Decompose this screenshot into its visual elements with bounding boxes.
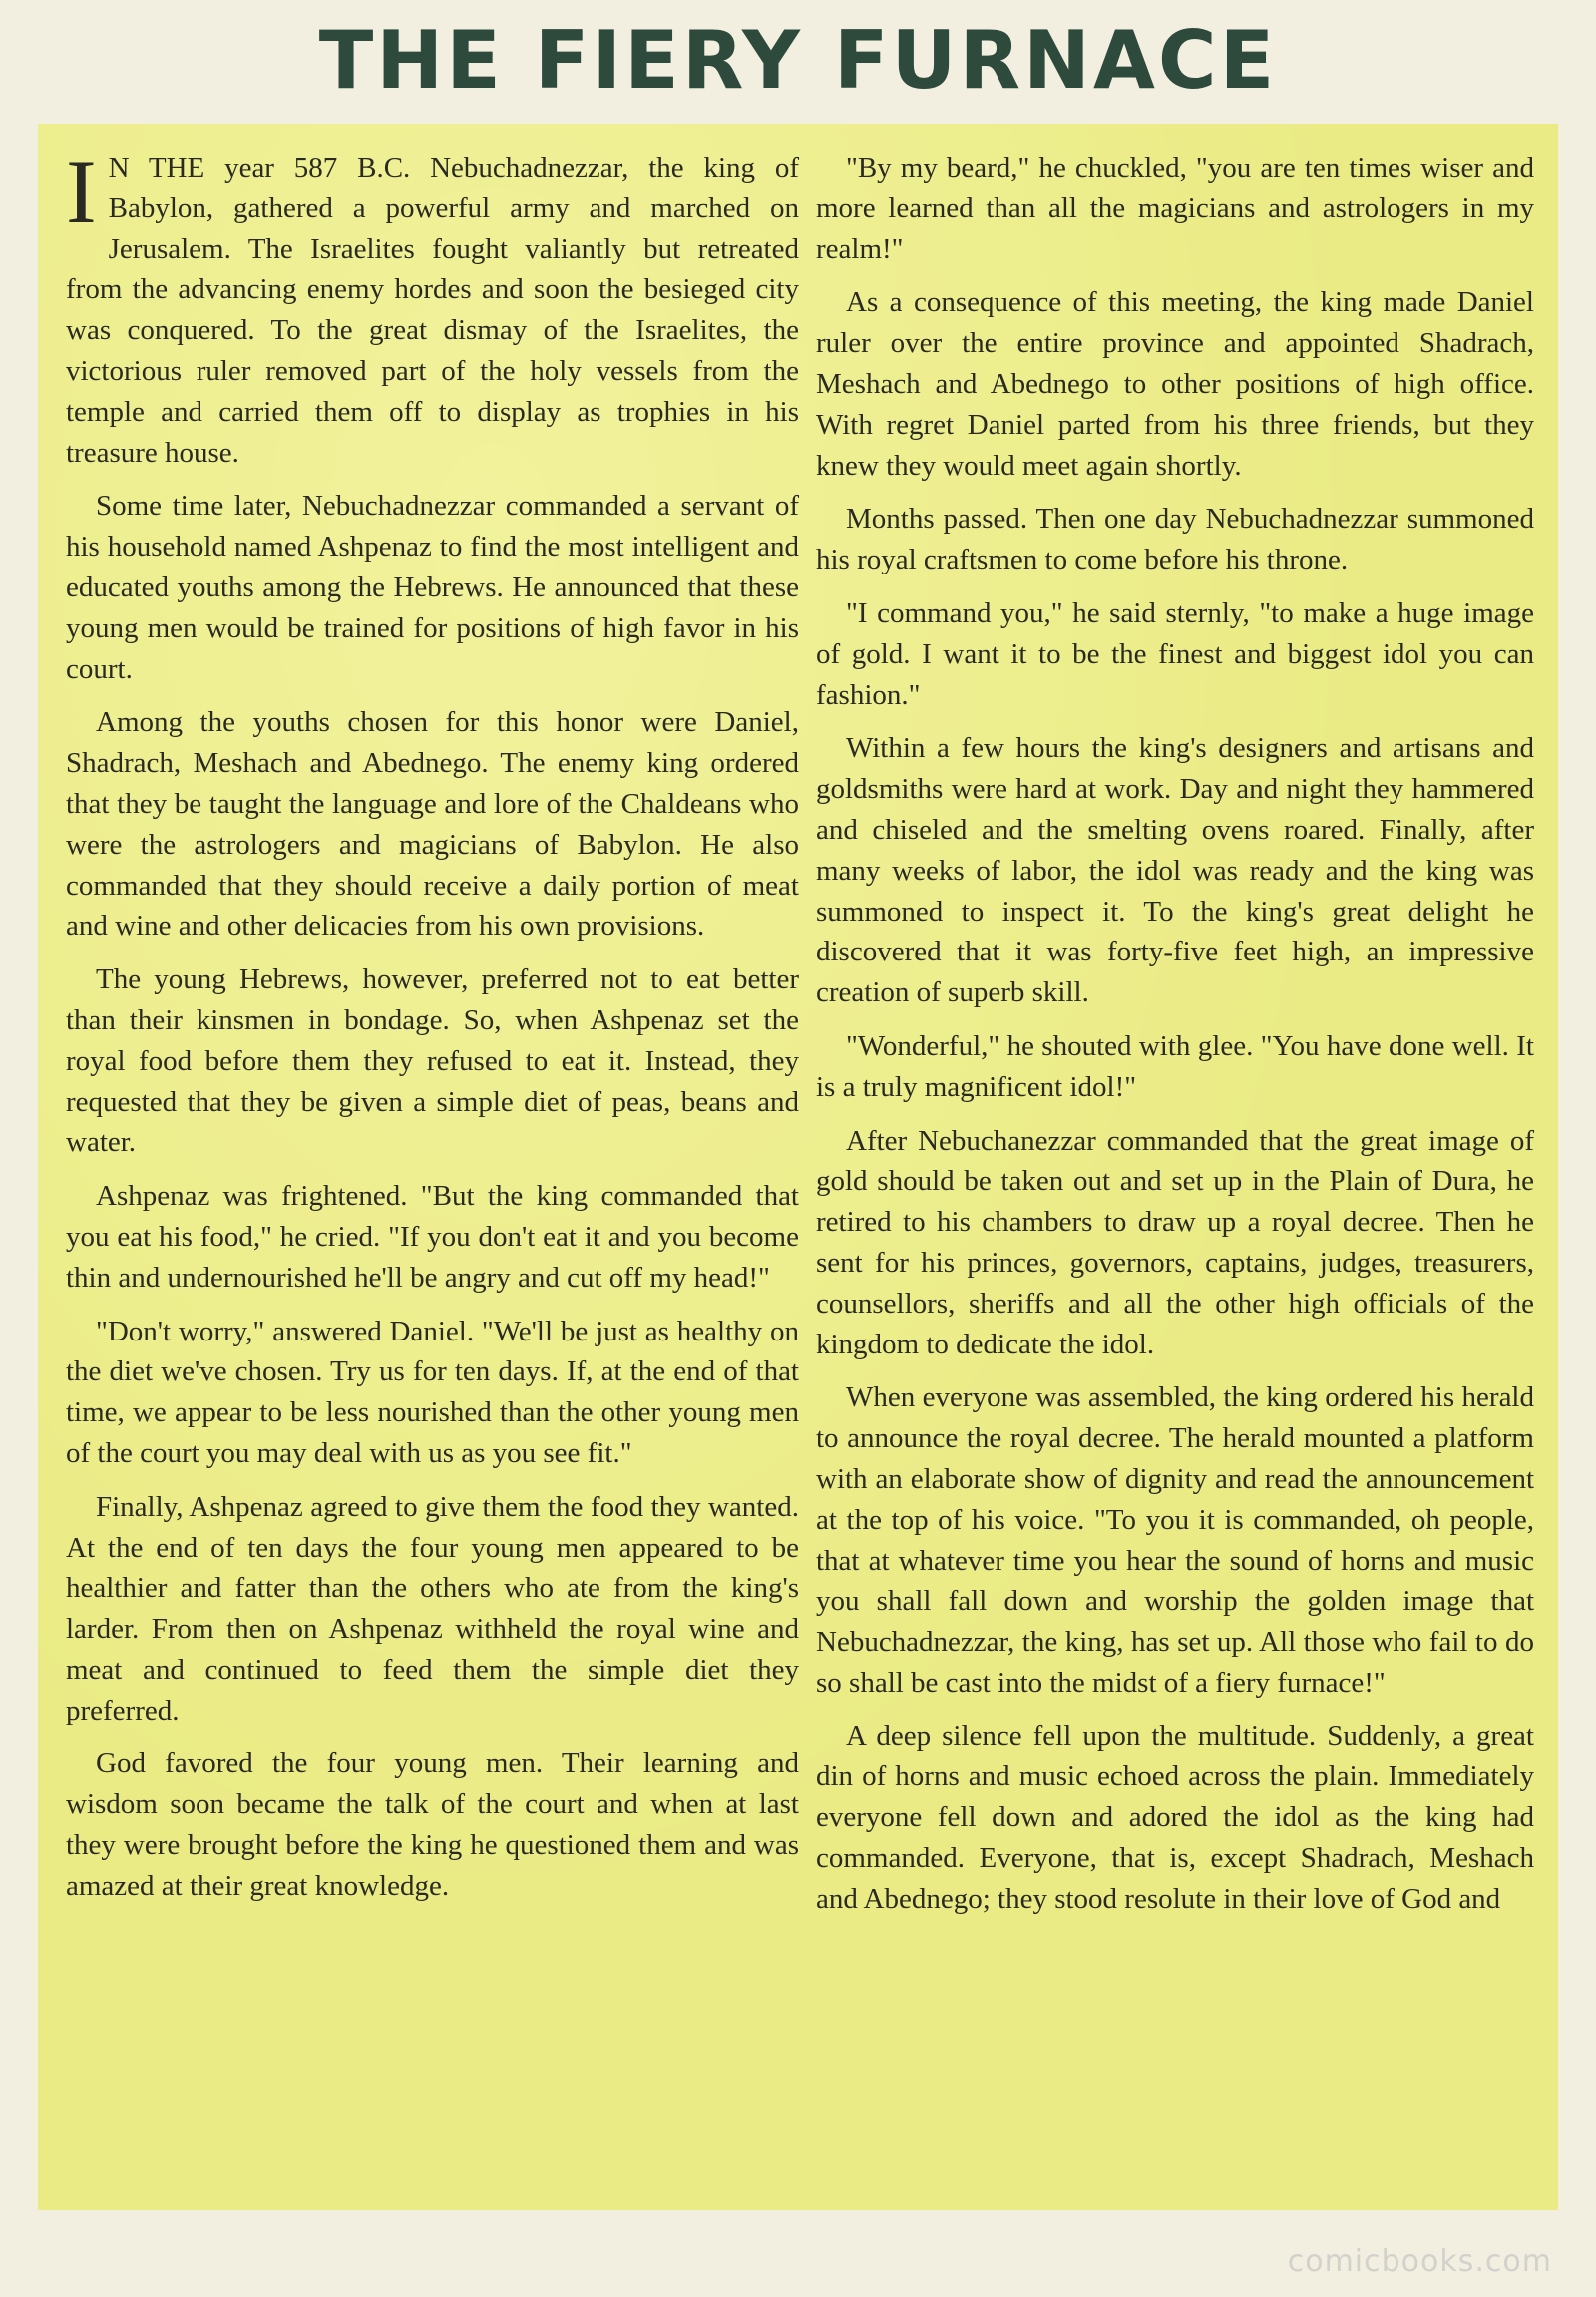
paragraph: Finally, Ashpenaz agreed to give them the food they wanted. At the end of ten days the four young men appeared to be healthier and fatter than the others who ate from the king's larder. From then on Ashpenaz withheld the royal wine and meat and continued to feed them the simple diet they preferred. [66, 1490, 799, 1726]
paragraph: God favored the four young men. Their learning and wisdom soon became the talk of the court and when at last they were brought before the king he questioned them and was amazed at their great knowledge. [66, 1747, 799, 1902]
right-column [816, 148, 1534, 1933]
paragraph: "I command you," he said sternly, "to make a huge image of gold. I want it to be the finest and biggest idol you can fashion." [816, 596, 1534, 711]
paragraph: "By my beard," he chuckled, "you are ten times wiser and more learned than all the magicians and astrologers in my realm!" [816, 152, 1534, 265]
left-column [66, 141, 799, 1920]
paragraph: Months passed. Then one day Nebuchadnezzar summoned his royal craftsmen to come before his throne. [816, 503, 1534, 576]
paragraph [66, 141, 799, 473]
paragraph: After Nebuchanezzar commanded that the great image of gold should be taken out and set up in the Plain of Dura, he retired to his chambers to draw up a royal decree. Then he sent for his princes, governors, captains, judges, treasurers, counsellors, sheriffs and all the other high officials of the kingdom to dedicate the idol. [816, 1124, 1534, 1360]
page-title: THE FIERY FURNACE [318, 14, 1278, 107]
watermark: comicbooks.com [1287, 2244, 1552, 2279]
paragraph: "Wonderful," he shouted with glee. "You have done well. It is a truly magnificent idol!" [816, 1029, 1534, 1103]
paragraph-text: N THE year 587 B.C. Nebuchadnezzar, the king of Babylon, gathered a powerful army and marched on Jerusalem. The Israelites fought valiantly but retreated from the advancing enemy hordes and soon the besieged city was conquered. To the great dismay of the Israelites, the victorious ruler removed part of the holy vessels from the temple and carried them off to display as trophies in his treasure house. [66, 152, 799, 469]
paragraph: When everyone was assembled, the king ordered his herald to announce the royal decree. The herald mounted a platform with an elaborate show of dignity and read the announcement at the top of his voice. "To you it is commanded, oh people, that at whatever time you hear the sound of horns and music you shall fall down and worship the golden image that Nebuchadnezzar, the king, has set up. All those who fail to do so shall be cast into the midst of a fiery furnace!" [816, 1381, 1534, 1699]
paragraph: Some time later, Nebuchadnezzar commanded a servant of his household named Ashpenaz to find the most intelligent and educated youths among the Hebrews. He announced that these young men would be trained for positions of high favor in his court. [66, 490, 799, 685]
paragraph: The young Hebrews, however, preferred not to eat better than their kinsmen in bondage. So, when Ashpenaz set the royal food before them they refused to eat it. Instead, they requested that they be given a simple diet of peas, beans and water. [66, 963, 799, 1159]
paragraph: Among the youths chosen for this honor were Daniel, Shadrach, Meshach and Abednego. The enemy king ordered that they be taught the language and lore of the Chaldeans who were the astrologers and magicians of Babylon. He also commanded that they should receive a daily portion of meat and wine and other delicacies from his own provisions. [66, 706, 799, 943]
paragraph: Ashpenaz was frightened. "But the king commanded that you eat his food," he cried. "If you don't eat it and you become thin and undernourished he'll be angry and cut off my head!" [66, 1180, 799, 1294]
drop-cap: I [66, 141, 97, 242]
paragraph: A deep silence fell upon the multitude. Suddenly, a great din of horns and music echoed across the plain. Immediately everyone fell down and adored the idol as the king had commanded. Everyone, that is, except Shadrach, Meshach and Abednego; they stood resolute in their love of God and [816, 1720, 1534, 1915]
paragraph: "Don't worry," answered Daniel. "We'll be just as healthy on the diet we've chosen. Try us for ten days. If, at the end of that time, we appear to be less nourished than the other young men of the court you may deal with us as you see fit." [66, 1315, 799, 1469]
paragraph: Within a few hours the king's designers and artisans and goldsmiths were hard at work. Day and night they hammered and chiseled and the smelting ovens roared. Finally, after many weeks of labor, the idol was ready and the king was summoned to inspect it. To the king's great delight he discovered that it was forty-five feet high, an impressive creation of superb skill. [816, 732, 1534, 1009]
paragraph: As a consequence of this meeting, the king made Daniel ruler over the entire province and appointed Shadrach, Meshach and Abednego to other positions of high office. With regret Daniel parted from his three friends, but they knew they would meet again shortly. [816, 286, 1534, 482]
